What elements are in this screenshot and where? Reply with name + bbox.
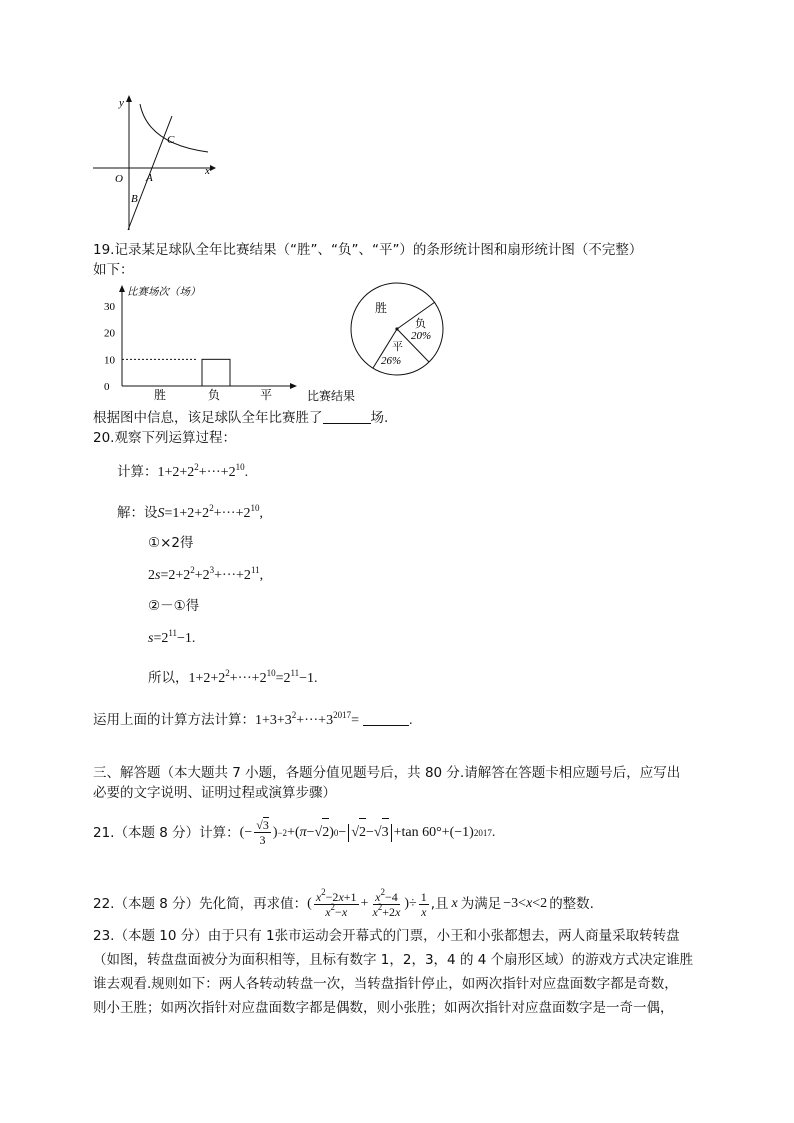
point-b-label: B xyxy=(131,193,138,205)
q21-expr: (− $\frac{√3}{3}$ ) −2 +( π −√ 2 ) 0 − √ 2 −√ 3 +tan 60°+(−1) 2017 . xyxy=(239,818,496,847)
q20-title: 20.观察下列运算过程： xyxy=(93,430,236,446)
q19-answer-blank[interactable] xyxy=(323,409,371,424)
pie-center-dot xyxy=(395,327,398,330)
q20-sol-expr: $S=1+2+2^2+\cdot\cdot\cdot+2^{10}$, xyxy=(157,503,263,521)
q22-tail3: 的整数. xyxy=(549,896,594,912)
q19-pie-chart xyxy=(345,282,455,382)
pie-label-draw-pct: 26% xyxy=(381,355,402,367)
q22-tail-var: x xyxy=(451,896,458,911)
bar-x-arrow xyxy=(290,383,297,389)
section3-line1: 三、解答题（本大题共 7 小题，各题分值见题号后，共 80 分.请解答在答题卡相应题号后，应写出 xyxy=(93,765,681,781)
q22-tail1: ,且 xyxy=(430,896,449,912)
q20-apply-label: 运用上面的计算方法计算： xyxy=(93,712,255,728)
pie-label-loss-pct: 20% xyxy=(411,330,432,342)
q20-step2: ②－①得 xyxy=(148,598,200,614)
q20-so-label: 所以， xyxy=(148,670,189,686)
q20-answer-blank[interactable] xyxy=(363,711,409,726)
bar-y-tick-label: 20 xyxy=(104,327,115,340)
origin-label: O xyxy=(115,173,123,185)
q20-apply-line: 运用上面的计算方法计算：$1+3+3^2+\cdot\cdot\cdot+3^{2017}=$ . xyxy=(93,710,413,728)
q20-step2-expr: $s=2^{11}-1$. xyxy=(148,628,196,646)
q20-so-expr: $1+2+2^2+\cdot\cdot\cdot+2^{10}=2^{11}-1$. xyxy=(188,668,318,686)
q18-graph xyxy=(88,92,218,234)
q20-so-line xyxy=(148,668,318,689)
q20-calc-label: 计算： xyxy=(117,464,158,480)
q22-line xyxy=(93,888,594,920)
pie-label-loss: 负 xyxy=(415,318,426,330)
bar-category-label: 胜 xyxy=(154,388,167,402)
y-axis-arrow xyxy=(126,95,132,102)
y-label: y xyxy=(119,97,124,109)
q20-apply-expr: $1+3+3^2+\cdot\cdot\cdot+3^{2017}=$ xyxy=(255,710,359,728)
q21-line xyxy=(93,818,495,847)
x-label: x xyxy=(205,165,210,177)
q19-answer-pre: 根据图中信息，该足球队全年比赛胜了 xyxy=(93,410,323,426)
q19-bar-chart xyxy=(100,282,356,404)
q20-sol-label: 解：设 xyxy=(117,505,158,521)
bar-y-tick-label: 0 xyxy=(104,381,110,393)
pie-label-win: 胜 xyxy=(375,301,388,315)
q20-sol-line xyxy=(117,503,263,524)
bar-y-tick-label: 30 xyxy=(104,301,115,313)
q22-expr: ( $\frac{x^2-2x+1}{x^2-x}$ + $\frac{x^2-4}{x^2+2x}$ )÷ $\frac{1}{x}$ xyxy=(307,886,427,919)
bar-y-title: 比赛场次（场） xyxy=(127,286,201,298)
q20-calc-line xyxy=(117,462,248,483)
q23-line2: （如图，转盘盘面被分为面积相等，且标有数字 1，2，3，4 的 4 个扇形区域）的游戏方式决定谁胜 xyxy=(93,952,694,968)
q21-label: 21.（本题 8 分）计算： xyxy=(93,824,240,841)
bar-category-label: 平 xyxy=(260,388,273,402)
q22-label: 22.（本题 8 分）先化简，再求值： xyxy=(93,896,308,912)
bar-y-arrow xyxy=(119,285,125,292)
bar-2 xyxy=(202,359,230,386)
bar-x-title: 比赛结果 xyxy=(307,389,356,403)
q19-answer-post: 场. xyxy=(370,410,389,426)
bar-category-label: 负 xyxy=(208,388,221,402)
bar-y-tick-label: 10 xyxy=(104,354,115,367)
x-axis-arrow xyxy=(210,165,216,171)
q22-tail2: 为满足 xyxy=(460,896,502,912)
q20-step1: ①×2得 xyxy=(148,535,194,551)
q22-range: −3<x<2 xyxy=(503,896,548,911)
point-c-label: C xyxy=(167,134,175,146)
q20-calc-expr: $1+2+2^2+\cdot\cdot\cdot+2^{10}$. xyxy=(157,462,249,480)
point-a-label: A xyxy=(146,172,153,184)
q19-line2: 如下： xyxy=(93,262,134,278)
section3-line2: 必要的文字说明、证明过程或演算步骤） xyxy=(93,785,336,801)
q19-answer-line xyxy=(93,408,388,428)
q23-line3: 谁去观看.规则如下：两人各转动转盘一次，当转盘指针停止，如两次指针对应盘面数字都是奇数， xyxy=(93,976,678,992)
q20-step1-expr: $2s=2+2^2+2^3+\cdot\cdot\cdot+2^{11}$, xyxy=(148,565,264,583)
q19-line1: 19.记录某足球队全年比赛结果（“胜”、“负”、“平”）的条形统计图和扇形统计图（不完整） xyxy=(93,242,643,258)
q23-line1: 23.（本题 10 分）由于只有 1张市运动会开幕式的门票，小王和小张都想去，两人商量采取转转盘 xyxy=(93,928,680,944)
q23-line4: 则小王胜；如两次指针对应盘面数字都是偶数，则小张胜；如两次指针对应盘面数字是一奇一偶， xyxy=(93,1000,674,1016)
pie-label-draw: 平 xyxy=(392,341,403,353)
